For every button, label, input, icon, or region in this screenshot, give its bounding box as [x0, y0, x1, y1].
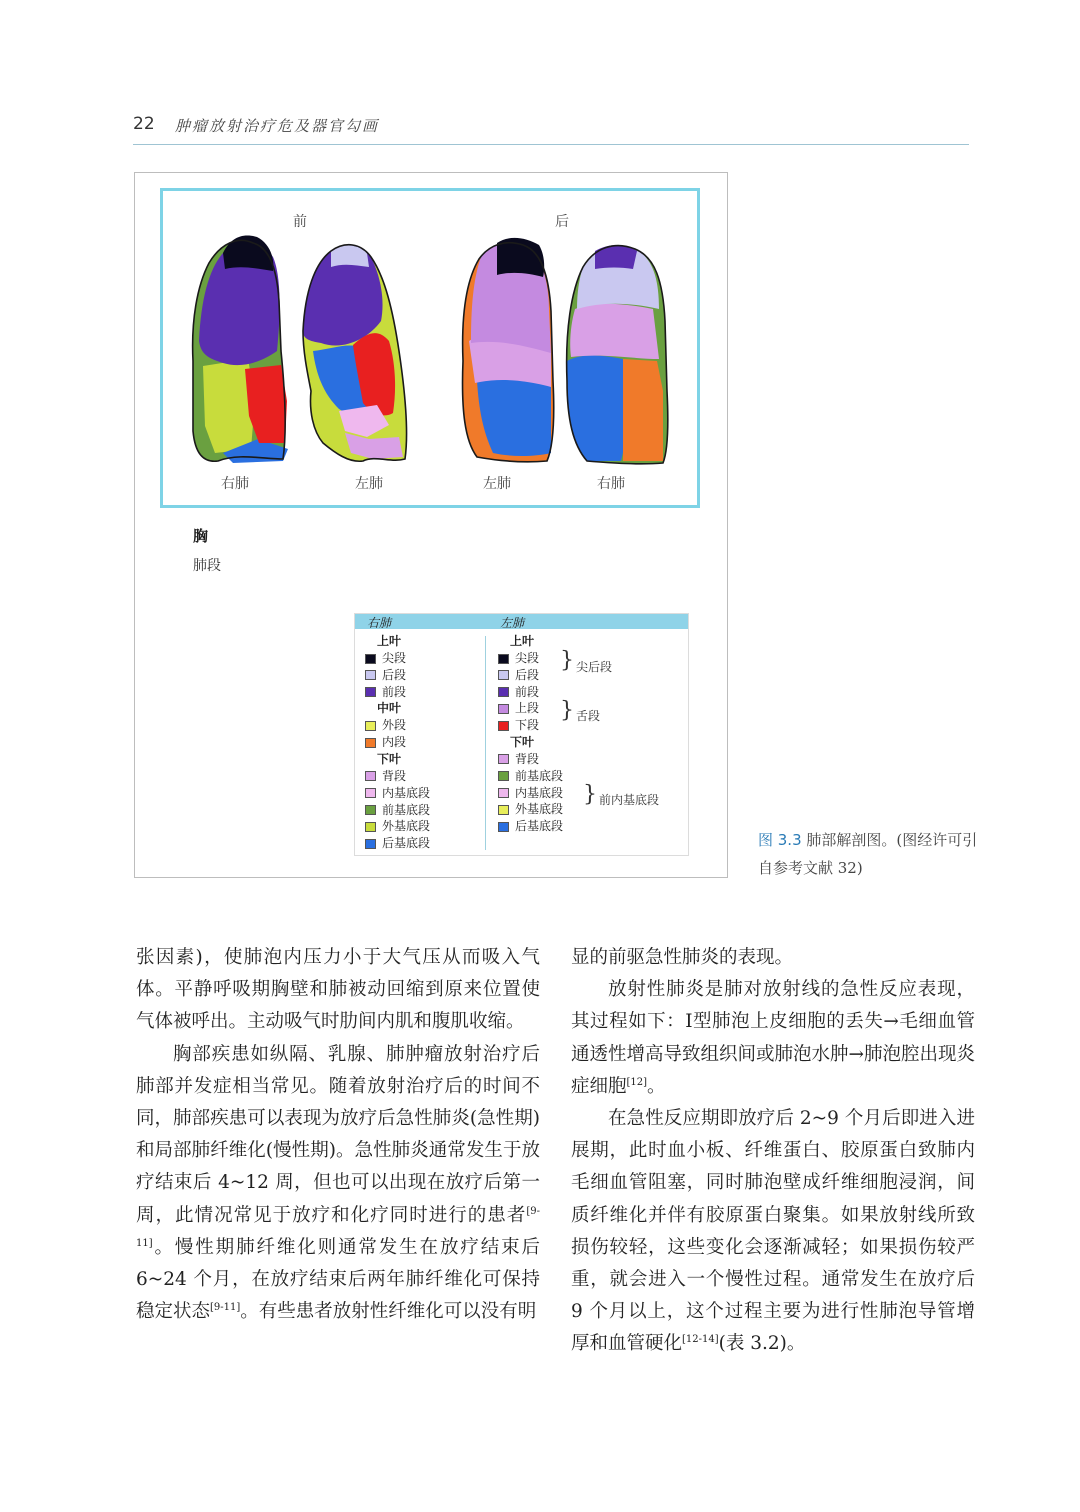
body-paragraph: 胸部疾患如纵隔、乳腺、肺肿瘤放射治疗后肺部并发症相当常见。随着放射治疗后的时间不同，肺部疾患可以表现为放疗后急性肺炎(急性期)和局部肺纤维化(慢性期)。急性肺炎通常发生于放疗结束后 4~12 周，但也可以出现在放疗后第一周，此情况常见于放疗和化疗同时进行的患者[9-11]。慢性期肺纤维化则通常发生在放疗结束后 6~24 个月，在放疗结束后两年肺纤维化可保持稳定状态[9-11]。有些患者放射性纤维化可以没有明	[136, 1043, 540, 1323]
citation-reference: [9-11]	[210, 1302, 241, 1314]
legend-label: 后基底段	[382, 836, 431, 851]
figure-caption	[758, 826, 978, 882]
legend-right-lung-column	[365, 633, 430, 852]
citation-reference: [12-14]	[682, 1334, 719, 1346]
legend-swatch	[365, 771, 376, 781]
legend-swatch	[498, 670, 509, 680]
back-right-lung	[567, 245, 668, 464]
figure-heading: 胸	[193, 527, 209, 545]
legend-lobe-right-lung: 中叶	[377, 701, 402, 716]
citation-reference: [12]	[626, 1076, 648, 1088]
legend-swatch	[365, 788, 376, 798]
legend-swatch	[365, 738, 376, 748]
legend-label: 背段	[515, 751, 540, 766]
group-label-apicoposterior: 尖后段	[576, 660, 613, 674]
body-paragraph: 显的前驱急性肺炎的表现。	[571, 947, 794, 968]
legend-label: 尖段	[382, 651, 407, 665]
legend-label: 上段	[515, 701, 540, 716]
legend-item-left-lung	[498, 751, 563, 768]
running-title: 肿瘤放射治疗危及器官勾画	[175, 117, 380, 135]
citation-reference: [9-11]	[136, 1205, 540, 1249]
figure-subheading: 肺段	[193, 558, 221, 574]
body-text-right-column	[571, 942, 975, 1361]
legend-swatch	[498, 754, 509, 764]
legend-swatch	[498, 822, 509, 832]
front-left-lung	[303, 245, 407, 462]
legend-item-right-lung	[365, 667, 430, 684]
brace: }	[560, 648, 574, 673]
body-text-left-column	[136, 942, 540, 1328]
legend-item-right-lung	[365, 684, 430, 701]
legend-item-left-lung	[498, 667, 563, 684]
legend-swatch	[498, 654, 509, 664]
group-label-anteromedial-basal: 前内基底段	[599, 793, 660, 807]
legend-swatch	[498, 687, 509, 697]
body-paragraph: 张因素)，使肺泡内压力小于大气压从而吸入气体。平静呼吸期胸壁和肺被动回缩到原来位置使气体被呼出。主动吸气时肋间内肌和腹肌收缩。	[136, 947, 540, 1033]
legend-lobe-right-lung: 上叶	[377, 634, 402, 648]
legend-item-right-lung	[365, 818, 430, 835]
lung-label-back-left: 左肺	[483, 476, 511, 492]
caption-text: 肺部解剖图。(图经许可引自参考文献 32)	[758, 831, 978, 877]
brace: }	[583, 782, 597, 807]
legend-label: 内基底段	[515, 785, 564, 800]
legend-label: 前基底段	[382, 802, 431, 817]
legend-swatch	[498, 704, 509, 714]
legend-label: 背段	[382, 768, 407, 783]
legend-swatch	[365, 670, 376, 680]
figure-3-3	[134, 172, 728, 878]
legend-swatch	[365, 839, 376, 849]
page-number: 22	[133, 114, 155, 134]
body-paragraph: 放射性肺炎是肺对放射线的急性反应表现，其过程如下：Ⅰ型肺泡上皮细胞的丢失→毛细血管通透性增高导致组织间或肺泡水肿→肺泡腔出现炎症细胞[12]。	[571, 979, 976, 1097]
legend-item-right-lung	[365, 835, 430, 852]
legend-label: 后段	[515, 667, 540, 682]
body-paragraph: 在急性反应期即放疗后 2~9 个月后即进入进展期，此时血小板、纤维蛋白、胶原蛋白致肺内毛细血管阻塞，同时肺泡壁成纤维细胞浸润，间质纤维化并伴有胶原蛋白聚集。如果放射线所致损伤较轻，这些变化会逐渐减轻；如果损伤较严重，就会进入一个慢性过程。通常发生在放疗后 9 个月以上，这个过程主要为进行性肺泡导管增厚和血管硬化[12-14](表 3.2)。	[571, 1108, 975, 1355]
legend-swatch	[365, 687, 376, 697]
legend-divider	[485, 636, 486, 850]
view-label-back: 后	[555, 214, 569, 230]
legend-item-left-lung	[498, 717, 563, 734]
legend-item-right-lung	[365, 785, 430, 802]
lung-segments-drawing	[163, 191, 697, 505]
legend-label: 前基底段	[515, 768, 564, 783]
legend-item-right-lung	[365, 768, 430, 785]
legend-swatch	[365, 654, 376, 664]
legend-item-left-lung	[498, 801, 563, 818]
back-left-lung	[463, 238, 554, 462]
legend-header	[355, 614, 688, 629]
view-label-front: 前	[293, 214, 307, 230]
legend-item-left-lung	[498, 700, 563, 717]
legend-left-lung-column	[498, 633, 563, 835]
lung-label-front-right: 右肺	[221, 476, 249, 492]
legend-swatch	[365, 721, 376, 731]
legend-item-left-lung	[498, 650, 563, 667]
legend-label: 后基底段	[515, 819, 564, 834]
legend-header-right-lung: 右肺	[367, 616, 392, 630]
lung-label-front-left: 左肺	[355, 476, 383, 492]
legend-label: 下段	[515, 718, 540, 733]
legend-item-left-lung	[498, 785, 563, 802]
legend-item-left-lung	[498, 818, 563, 835]
legend-swatch	[498, 771, 509, 781]
legend-item-right-lung	[365, 802, 430, 819]
lung-illustration-panel	[160, 188, 700, 508]
legend-lobe-left-lung: 上叶	[510, 634, 535, 648]
legend-swatch	[498, 805, 509, 815]
brace: }	[560, 698, 574, 723]
group-label-lingula: 舌段	[576, 709, 601, 723]
legend-label: 内基底段	[382, 785, 431, 800]
legend-lobe-right-lung: 下叶	[377, 751, 402, 766]
segment-legend	[354, 613, 689, 856]
legend-swatch	[498, 788, 509, 798]
lung-label-back-right: 右肺	[597, 476, 625, 492]
legend-item-left-lung	[498, 768, 563, 785]
legend-item-right-lung	[365, 650, 430, 667]
legend-swatch	[365, 822, 376, 832]
front-right-lung	[193, 236, 288, 463]
legend-header-left-lung: 左肺	[500, 616, 525, 630]
legend-label: 尖段	[515, 651, 540, 665]
legend-swatch	[365, 805, 376, 815]
legend-label: 外基底段	[515, 802, 564, 817]
legend-label: 外基底段	[382, 819, 431, 834]
legend-label: 外段	[382, 718, 407, 733]
legend-lobe-left-lung: 下叶	[510, 734, 535, 749]
legend-item-right-lung	[365, 734, 430, 751]
legend-item-right-lung	[365, 717, 430, 734]
caption-label: 图 3.3	[758, 831, 802, 849]
legend-swatch	[498, 721, 509, 731]
page-header	[133, 112, 969, 145]
legend-item-left-lung	[498, 684, 563, 701]
legend-label: 前段	[382, 684, 407, 699]
legend-label: 内段	[382, 735, 407, 750]
legend-label: 前段	[515, 684, 540, 699]
legend-label: 后段	[382, 667, 407, 682]
